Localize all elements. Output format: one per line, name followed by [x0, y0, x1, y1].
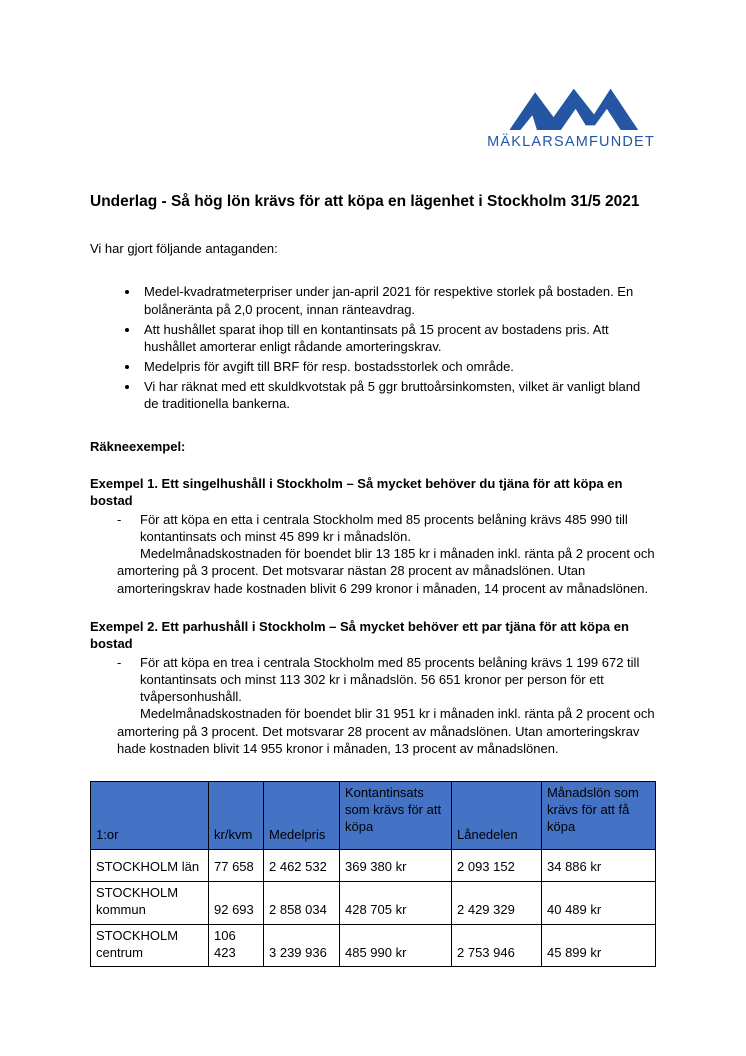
table-cell: 2 753 946 [452, 924, 542, 967]
table-cell: 369 380 kr [340, 849, 452, 881]
page-title: Underlag - Så hög lön krävs för att köpa en lägenhet i Stockholm 31/5 2021 [90, 193, 640, 210]
table-row-stockholm-lan [91, 849, 656, 881]
maklarsamfundet-logo-icon [496, 84, 646, 130]
header-cell-lanedelen: Lånedelen [452, 781, 542, 849]
example2-body: Medelmånadskostnaden för boendet blir 31 951 kr i månaden inkl. ränta på 2 procent och amortering på 3 procent. Det motsvarar 28 procent av månadslönen. Utan amorteringskrav hade kostnaden blivit 14 955 kronor i månaden, 13 procent av månadslönen. [117, 706, 655, 756]
table-cell: STOCKHOLM län [91, 849, 209, 881]
table-cell: STOCKHOLM centrum [91, 924, 209, 967]
table-cell: 106 423 [209, 924, 264, 967]
table-cell: 485 990 kr [340, 924, 452, 967]
example2-heading: Exempel 2. Ett parhushåll i Stockholm – Så mycket behöver ett par tjäna för att köpa en bostad [90, 618, 629, 651]
assumptions-list [90, 283, 655, 412]
table-row-stockholm-kommun [91, 881, 656, 924]
table-cell: 92 693 [209, 881, 264, 924]
examples-heading: Räkneexempel: [90, 438, 186, 454]
assumption-item: • Medel-kvadratmeterpriser under jan-april 2021 för respektive storlek på bostaden. En bolåneränta på 2,0 procent, innan ränteavdrag. [140, 283, 655, 317]
table-cell: 77 658 [209, 849, 264, 881]
logo [90, 84, 655, 150]
table-cell: STOCKHOLM kommun [91, 881, 209, 924]
table-cell: 40 489 kr [542, 881, 656, 924]
header-cell-krkvm: kr/kvm [209, 781, 264, 849]
header-cell-manadslon: Månadslön som krävs för att få köpa [542, 781, 656, 849]
table-cell: 2 858 034 [264, 881, 340, 924]
header-cell-1or: 1:or [91, 781, 209, 849]
example1-heading: Exempel 1. Ett singelhushåll i Stockholm – Så mycket behöver du tjäna för att köpa en bostad [90, 475, 623, 508]
assumption-item: • Vi har räknat med ett skuldkvotstak på 5 ggr bruttoårsinkomsten, vilket är vanligt bland de traditionella bankerna. [140, 378, 655, 412]
example1-dash-item: - För att köpa en etta i centrala Stockholm med 85 procents belåning krävs 485 990 till kontantinsats och minst 45 899 kr i månadslön. [90, 511, 655, 545]
table-cell: 428 705 kr [340, 881, 452, 924]
table-row-stockholm-centrum [91, 924, 656, 967]
table-header-row [91, 781, 656, 849]
table-cell: 2 093 152 [452, 849, 542, 881]
intro-paragraph: Vi har gjort följande antaganden: [90, 240, 278, 256]
header-cell-kontantinsats: Kontantinsats som krävs för att köpa [340, 781, 452, 849]
table-cell: 45 899 kr [542, 924, 656, 967]
header-cell-medelpris: Medelpris [264, 781, 340, 849]
table-cell: 2 462 532 [264, 849, 340, 881]
example1-body: Medelmånadskostnaden för boendet blir 13 185 kr i månaden inkl. ränta på 2 procent och amortering på 3 procent. Det motsvarar nästan 28 procent av månadslönen. Utan amorteringskrav hade kostnaden blivit 6 299 kronor i månaden, 14 procent av månadslönen. [117, 546, 655, 596]
price-table [90, 781, 656, 968]
example2-dash-item: - För att köpa en trea i centrala Stockholm med 85 procents belåning krävs 1 199 672 till kontantinsats och minst 113 302 kr i månadslön. 56 651 kronor per person för ett tvåpersonhushåll. [90, 654, 655, 705]
assumption-item: • Att hushållet sparat ihop till en kontantinsats på 15 procent av bostadens pris. Att hushållet amorterar enligt rådande amorteringskrav. [140, 321, 655, 355]
table-cell: 3 239 936 [264, 924, 340, 967]
table-cell: 34 886 kr [542, 849, 656, 881]
assumption-item: • Medelpris för avgift till BRF för resp. bostadsstorlek och område. [140, 358, 655, 375]
brand-name: MÄKLARSAMFUNDET [487, 134, 655, 150]
table-cell: 2 429 329 [452, 881, 542, 924]
